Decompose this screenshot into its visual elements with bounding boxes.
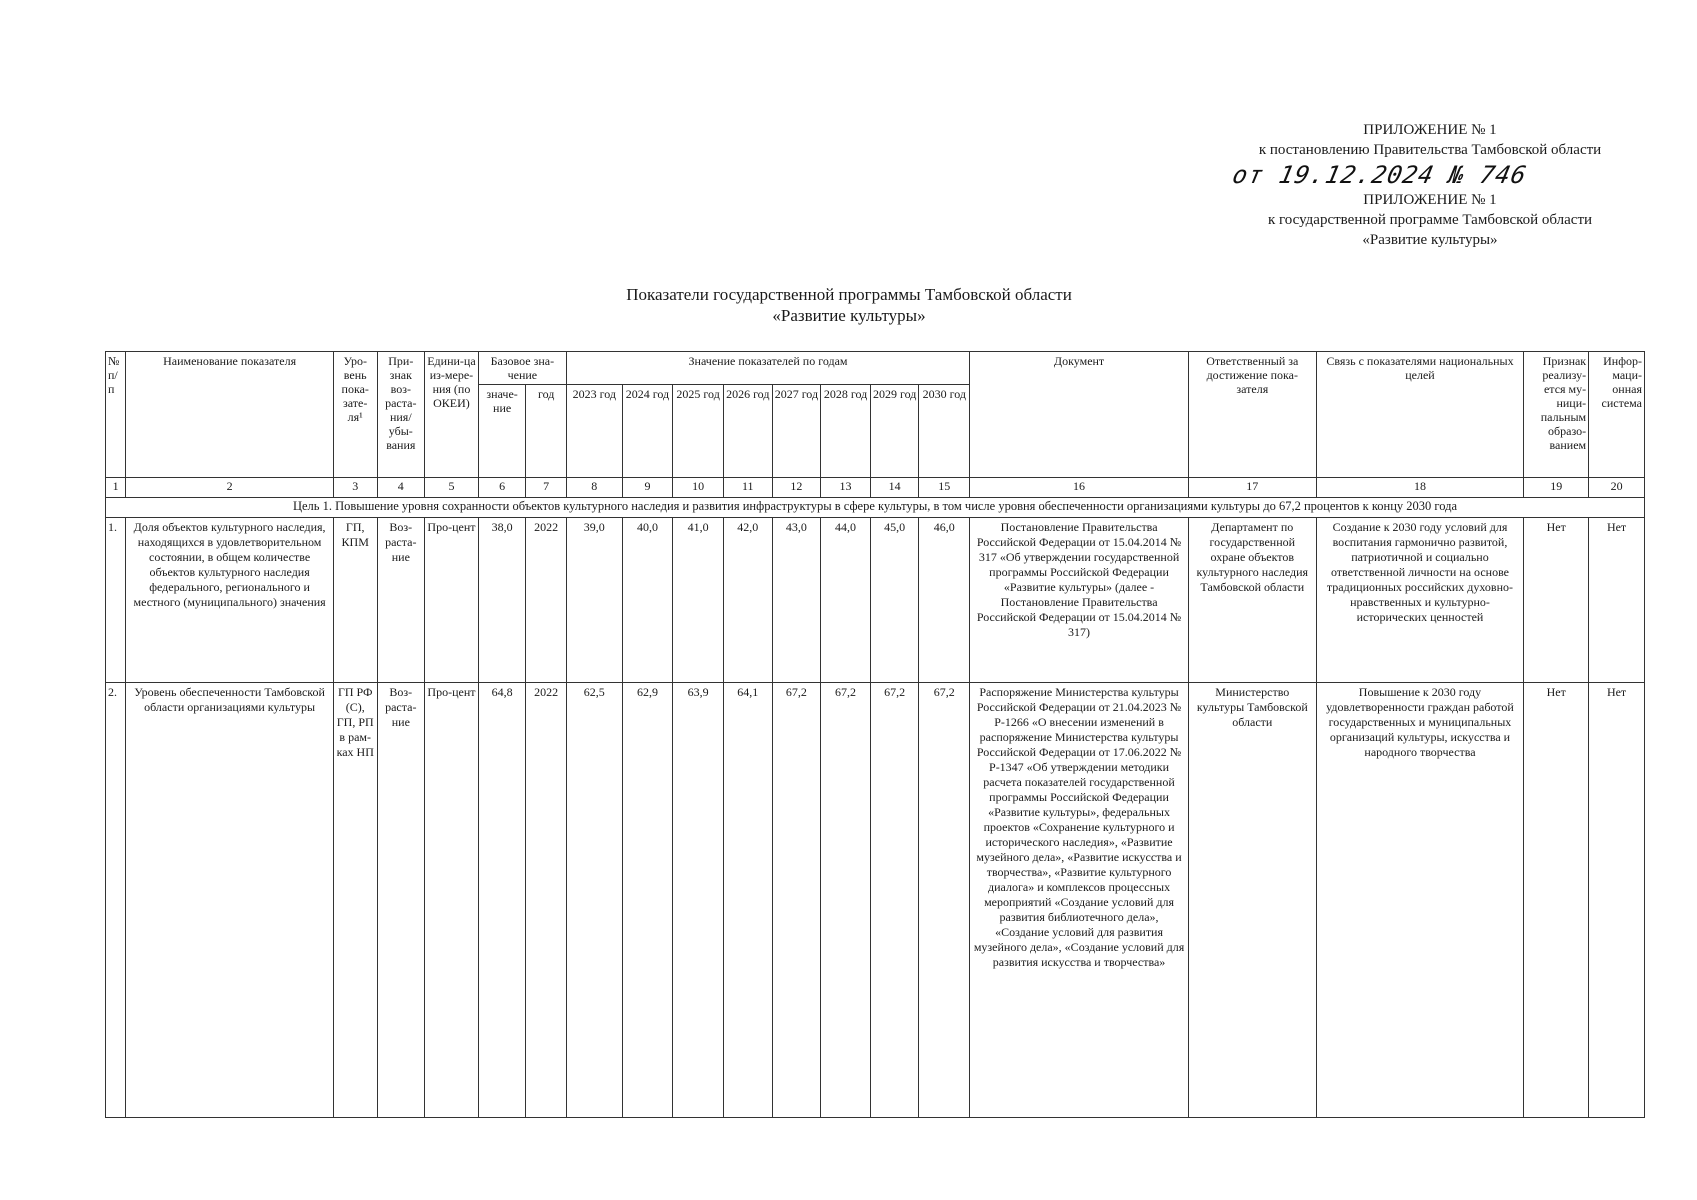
column-number: 19: [1524, 478, 1589, 498]
row-value-2027: 67,2: [772, 683, 821, 1118]
header-base-value: значе-ние: [478, 385, 526, 478]
appendix1-title: ПРИЛОЖЕНИЕ № 1: [1363, 122, 1497, 138]
row-value-2029: 45,0: [870, 518, 919, 683]
header-row-1: [106, 352, 1645, 385]
header-year-2030: 2030 год: [919, 385, 970, 478]
column-number: 14: [870, 478, 919, 498]
header-base-year: год: [526, 385, 567, 478]
header-year-2024: 2024 год: [622, 385, 673, 478]
column-number: 4: [377, 478, 425, 498]
column-number: 11: [723, 478, 772, 498]
header-base: Базовое зна-чение: [478, 352, 566, 385]
appendix2-subtitle: к государственной программе Тамбовской области: [1267, 212, 1593, 228]
row-document: Распоряжение Министерства культуры Российской Федерации от 21.04.2023 № Р-1266 «О внесении изменений в распоряжение Министерства культуры Российской Федерации от 17.06.2022 № Р-1347 «Об утверждении методики расчета показателей государственной программы Российской Федерации «Развитие культуры», федеральных проектов «Сохранение культурного и исторического наследия», «Развитие музейного дела», «Развитие искусства и творчества», «Развитие культурного диалога» и комплексов процессных мероприятий «Создание условий для развития библиотечного дела», «Создание условий для развития музейного дела», «Создание условий для развития искусства и творчества»: [970, 683, 1189, 1118]
document-title-line2: «Развитие культуры»: [772, 306, 926, 325]
header-name: Наименование показателя: [126, 352, 334, 478]
header-num: № п/п: [106, 352, 126, 478]
column-number: 20: [1589, 478, 1645, 498]
column-number: 9: [622, 478, 673, 498]
column-number: 5: [425, 478, 479, 498]
appendix-header: [1195, 120, 1665, 250]
row-name: Уровень обеспеченности Тамбовской области организациями культуры: [126, 683, 334, 1118]
header-info-system: Инфор-маци-онная система: [1589, 352, 1645, 478]
header-municipal: Признак реализу-ется му-ници-пальным образо-ванием: [1524, 352, 1589, 478]
header-unit: Едини-ца из-мере-ния (по ОКЕИ): [425, 352, 479, 478]
row-value-2026: 42,0: [723, 518, 772, 683]
column-number: 7: [526, 478, 567, 498]
row-unit: Про-цент: [425, 518, 479, 683]
column-number: 16: [970, 478, 1189, 498]
header-year-2029: 2029 год: [870, 385, 919, 478]
header-values-by-year: Значение показателей по годам: [566, 352, 969, 385]
header-year-2025: 2025 год: [673, 385, 724, 478]
row-municipal: Нет: [1524, 683, 1589, 1118]
row-unit: Про-цент: [425, 683, 479, 1118]
row-value-2029: 67,2: [870, 683, 919, 1118]
row-value-2026: 64,1: [723, 683, 772, 1118]
appendix2-program: «Развитие культуры»: [1362, 232, 1498, 248]
header-year-2027: 2027 год: [772, 385, 821, 478]
appendix1-subtitle: к постановлению Правительства Тамбовской области: [1258, 142, 1602, 158]
column-number: 10: [673, 478, 724, 498]
header-sign: При-знак воз-раста-ния/ убы-вания: [377, 352, 425, 478]
table-row: [106, 683, 1645, 1118]
row-sign: Воз-раста-ние: [377, 683, 425, 1118]
appendix2-title: ПРИЛОЖЕНИЕ № 1: [1363, 192, 1497, 208]
goal-row: [106, 498, 1645, 518]
table-row: [106, 518, 1645, 683]
row-national-goals: Повышение к 2030 году удовлетворенности граждан работой государственных и муниципальных организаций культуры, искусства и народного творчества: [1316, 683, 1524, 1118]
row-name: Доля объектов культурного наследия, находящихся в удовлетворительном состоянии, в общем количестве объектов культурного наследия федерального, регионального и местного (муниципального) значения: [126, 518, 334, 683]
column-number: 18: [1316, 478, 1524, 498]
column-number: 17: [1188, 478, 1316, 498]
goal-text: Цель 1. Повышение уровня сохранности объектов культурного наследия и развития инфраструктуры в сфере культуры, в том числе уровня обеспеченности организациями культуры до 67,2 процентов к концу 2030 года: [106, 498, 1645, 518]
row-info-system: Нет: [1589, 518, 1645, 683]
header-national-goals: Связь с показателями национальных целей: [1316, 352, 1524, 478]
row-responsible: Министерство культуры Тамбовской области: [1188, 683, 1316, 1118]
row-base-value: 38,0: [478, 518, 526, 683]
row-value-2024: 62,9: [622, 683, 673, 1118]
column-number: 1: [106, 478, 126, 498]
row-level: ГП РФ (С), ГП, РП в рам-ках НП: [333, 683, 377, 1118]
indicators-table: [105, 351, 1645, 1118]
row-document: Постановление Правительства Российской Федерации от 15.04.2014 № 317 «Об утверждении государственной программы Российской Федерации «Развитие культуры» (далее - Постановление Правительства Российской Федерации от 15.04.2014 № 317): [970, 518, 1189, 683]
row-num: 2.: [106, 683, 126, 1118]
row-national-goals: Создание к 2030 году условий для воспитания гармонично развитой, патриотичной и социально ответственной личности на основе традиционных российских духовно-нравственных и культурно-исторических ценностей: [1316, 518, 1524, 683]
header-year-2026: 2026 год: [723, 385, 772, 478]
row-municipal: Нет: [1524, 518, 1589, 683]
document-title-line1: Показатели государственной программы Тамбовской области: [626, 285, 1072, 304]
row-value-2023: 62,5: [566, 683, 622, 1118]
column-number: 6: [478, 478, 526, 498]
header-responsible: Ответственный за достижение пока-зателя: [1188, 352, 1316, 478]
header-document: Документ: [970, 352, 1189, 478]
row-sign: Воз-раста-ние: [377, 518, 425, 683]
row-responsible: Департамент по государственной охране объектов культурного наследия Тамбовской области: [1188, 518, 1316, 683]
row-value-2030: 67,2: [919, 683, 970, 1118]
header-year-2023: 2023 год: [566, 385, 622, 478]
row-value-2030: 46,0: [919, 518, 970, 683]
row-info-system: Нет: [1589, 683, 1645, 1118]
header-level: Уро-вень пока-зате-ля¹: [333, 352, 377, 478]
row-value-2027: 43,0: [772, 518, 821, 683]
column-number: 15: [919, 478, 970, 498]
column-number: 3: [333, 478, 377, 498]
column-number-row: [106, 478, 1645, 498]
handwritten-date-number: от 19.12.2024 № 746: [1230, 161, 1530, 189]
row-value-2023: 39,0: [566, 518, 622, 683]
column-number: 13: [821, 478, 871, 498]
row-base-year: 2022: [526, 518, 567, 683]
row-value-2024: 40,0: [622, 518, 673, 683]
header-year-2028: 2028 год: [821, 385, 871, 478]
row-num: 1.: [106, 518, 126, 683]
column-number: 2: [126, 478, 334, 498]
column-number: 8: [566, 478, 622, 498]
row-base-value: 64,8: [478, 683, 526, 1118]
row-value-2025: 41,0: [673, 518, 724, 683]
row-value-2025: 63,9: [673, 683, 724, 1118]
row-base-year: 2022: [526, 683, 567, 1118]
row-value-2028: 44,0: [821, 518, 871, 683]
row-level: ГП, КПМ: [333, 518, 377, 683]
document-title: [480, 284, 1218, 326]
column-number: 12: [772, 478, 821, 498]
row-value-2028: 67,2: [821, 683, 871, 1118]
